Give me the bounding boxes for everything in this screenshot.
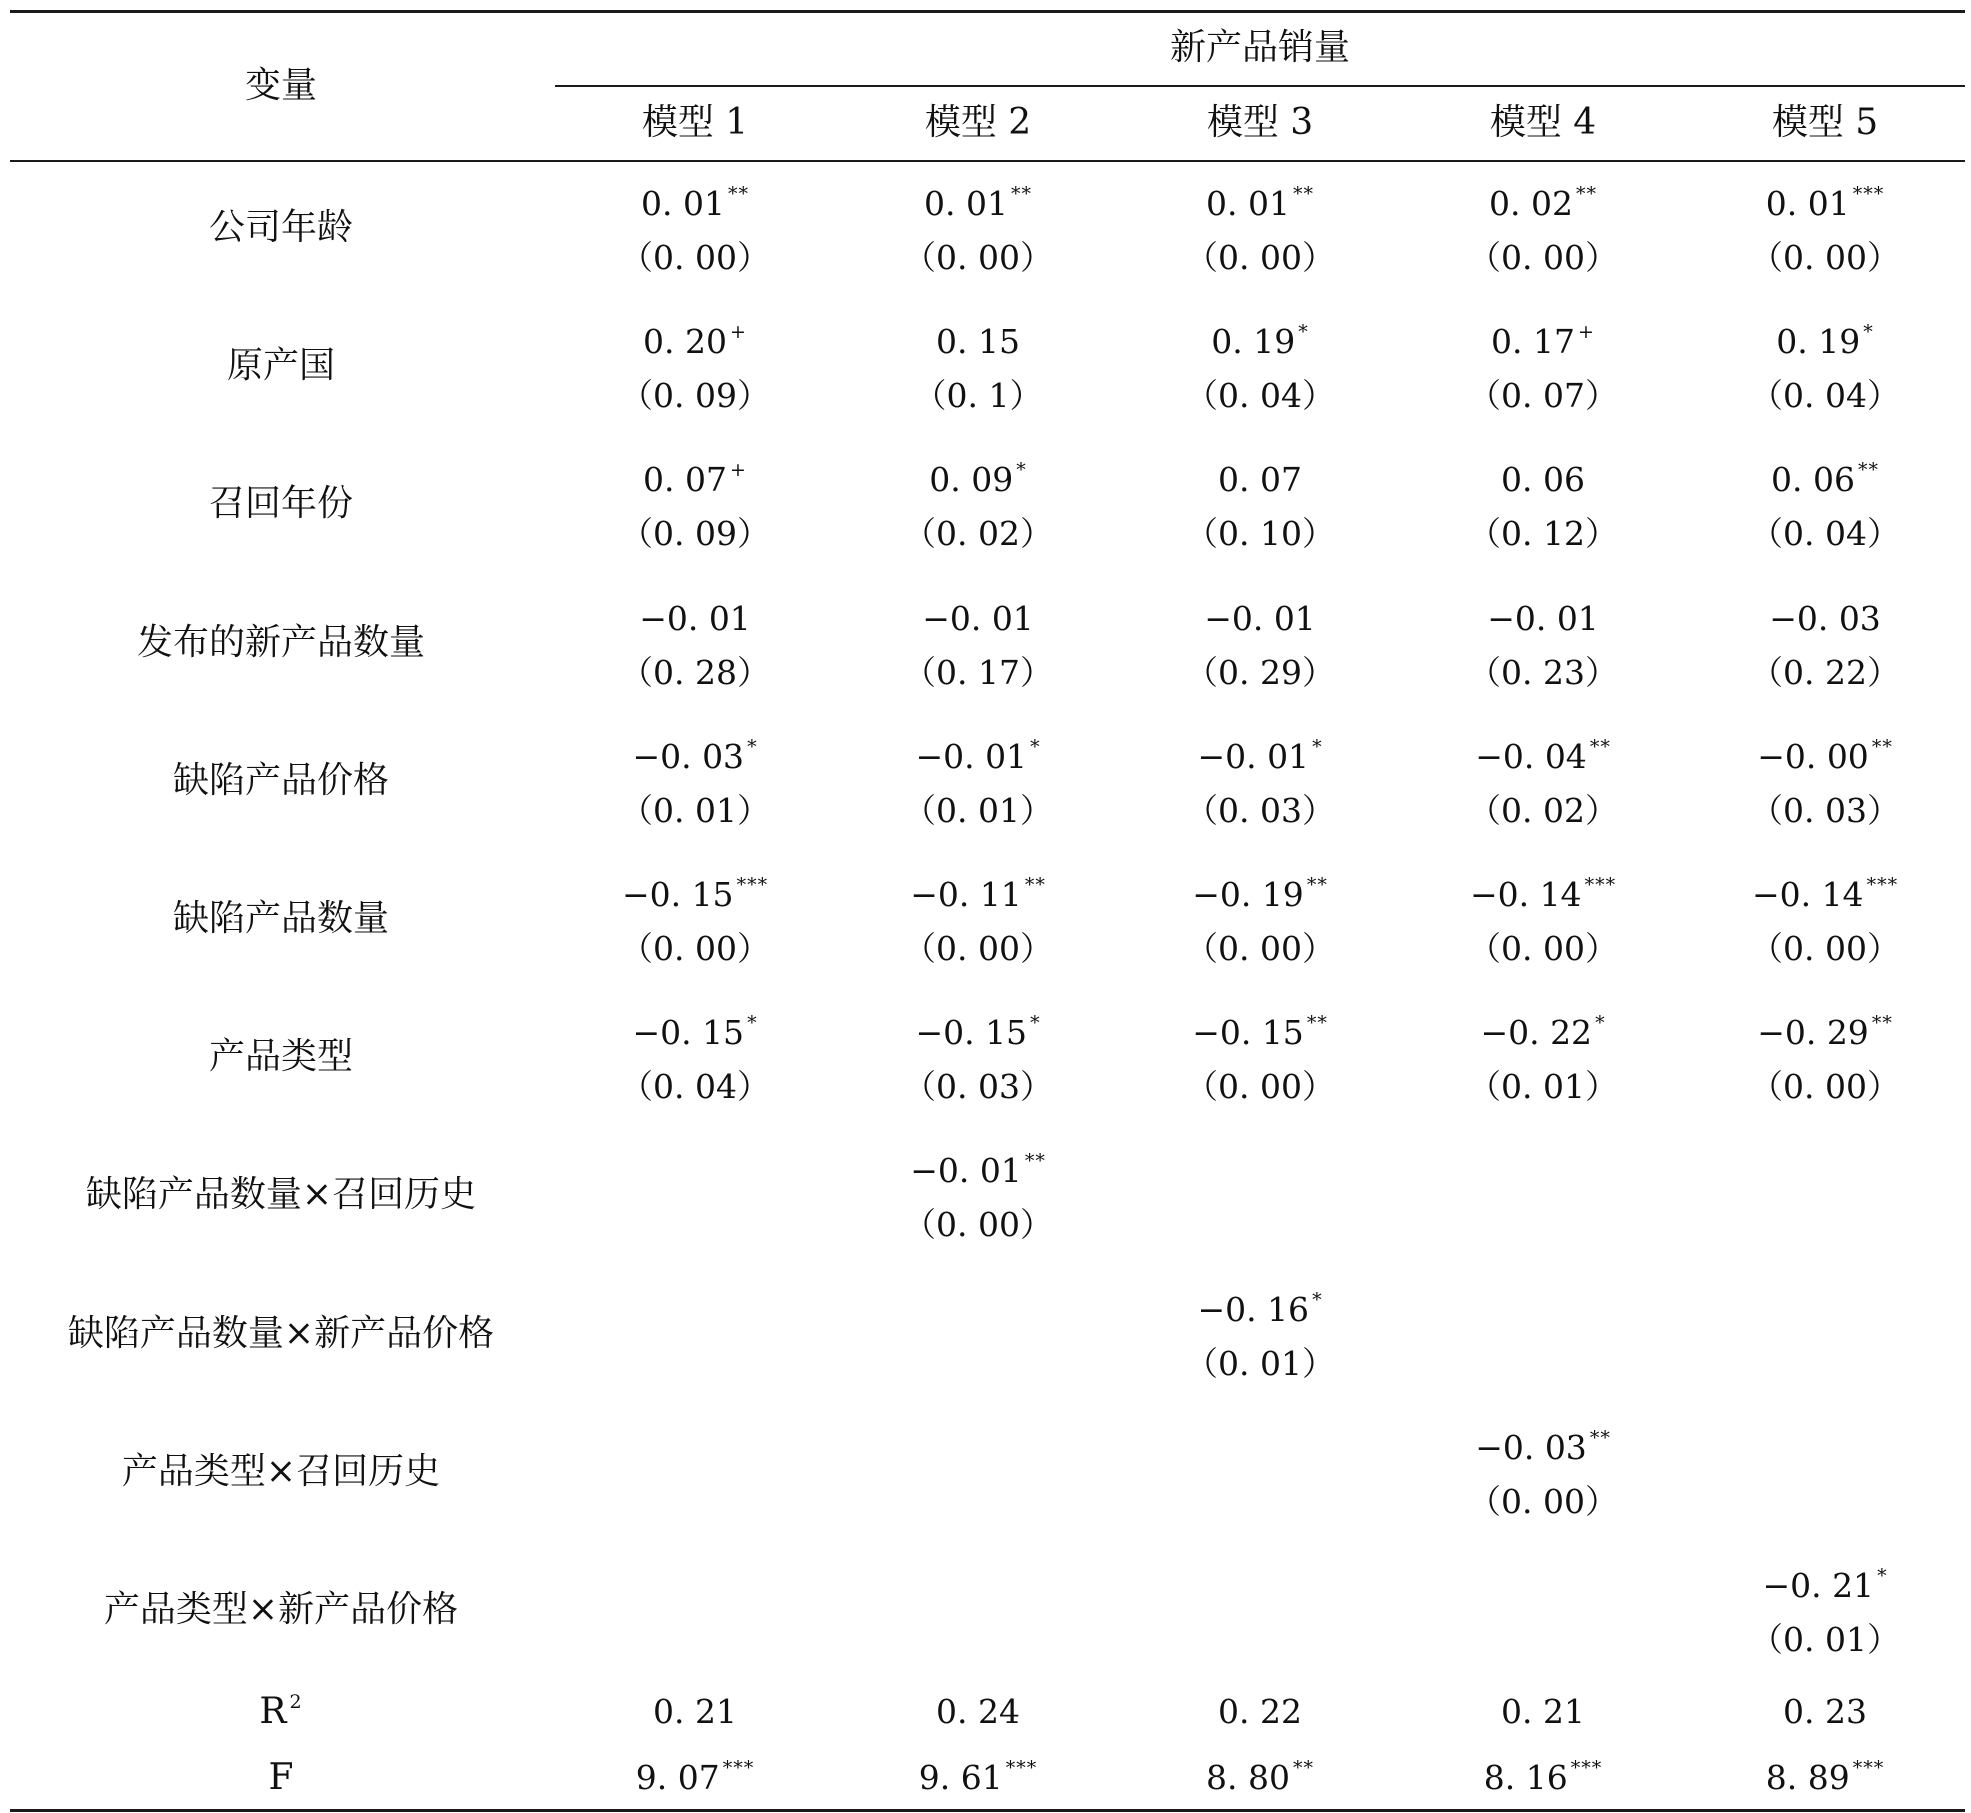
- stat-label: F: [268, 1757, 294, 1798]
- significance-mark: *: [1595, 1012, 1606, 1035]
- coefficient-value: −0. 04 **: [1475, 735, 1611, 776]
- coefficient-value: 0. 01 **: [924, 183, 1032, 223]
- coefficient-value: 0. 09 *: [929, 459, 1027, 500]
- standard-error-value: （0. 01）: [903, 790, 1053, 830]
- standard-error-value: （0. 29）: [1185, 652, 1335, 692]
- standard-error-value: （0. 00）: [903, 238, 1053, 277]
- coefficient-value: −0. 01 **: [910, 1150, 1046, 1191]
- coefficient-value: −0. 01: [1204, 598, 1316, 638]
- coefficient-value: −0. 01 *: [915, 735, 1041, 776]
- model-header: 模型 3: [1206, 102, 1314, 143]
- coefficient-value: −0. 01: [1487, 598, 1599, 638]
- significance-mark: ***: [1866, 874, 1899, 896]
- stat-value: 0. 24: [936, 1692, 1020, 1731]
- significance-mark: ***: [1852, 183, 1885, 205]
- coefficient-value: −0. 15 **: [1192, 1012, 1328, 1053]
- standard-error-value: （0. 01）: [1468, 1067, 1618, 1107]
- row-label: 公司年龄: [208, 207, 353, 248]
- coefficient-value: −0. 03 *: [632, 735, 758, 776]
- standard-error-value: （0. 00）: [1750, 1067, 1900, 1107]
- coefficient-value: 0. 07 +: [643, 459, 747, 500]
- row-label: 召回年份: [208, 483, 353, 525]
- significance-mark: ***: [722, 1757, 755, 1779]
- coefficient-value: −0. 16 *: [1197, 1288, 1323, 1329]
- stat-value: 9. 07 ***: [635, 1757, 755, 1797]
- coefficient-value: −0. 15 *: [632, 1012, 758, 1053]
- significance-mark: *: [1863, 321, 1874, 344]
- coefficient-value: −0. 15 *: [915, 1012, 1041, 1053]
- coefficient-value: 0. 01 **: [641, 183, 749, 223]
- standard-error-value: （0. 22）: [1750, 652, 1900, 692]
- significance-mark: **: [1306, 874, 1328, 896]
- standard-error-value: （0. 00）: [1750, 238, 1900, 277]
- row-label: 原产国: [226, 345, 335, 387]
- stat-value: 0. 22: [1218, 1692, 1302, 1731]
- standard-error-value: （0. 00）: [903, 929, 1053, 968]
- stat-value: 0. 21: [1501, 1692, 1585, 1731]
- standard-error-value: （0. 17）: [903, 652, 1053, 692]
- standard-error-value: （0. 00）: [1185, 1067, 1335, 1107]
- standard-error-value: （0. 02）: [1468, 790, 1618, 830]
- coefficient-value: 0. 07: [1218, 460, 1302, 500]
- standard-error-value: （0. 00）: [620, 929, 770, 968]
- coefficient-value: 0. 06 **: [1771, 459, 1879, 500]
- standard-error-value: （0. 00）: [1750, 929, 1900, 968]
- significance-mark: ***: [1584, 874, 1617, 896]
- standard-error-value: （0. 23）: [1468, 652, 1618, 692]
- row-label: 缺陷产品数量×召回历史: [85, 1174, 477, 1216]
- standard-error-value: （0. 10）: [1185, 514, 1335, 554]
- significance-mark: **: [1589, 735, 1611, 758]
- coefficient-value: 0. 20 +: [643, 321, 747, 362]
- standard-error-value: （0. 00）: [620, 238, 770, 277]
- coefficient-value: −0. 00 **: [1757, 735, 1893, 776]
- row-label: 产品类型: [208, 1036, 353, 1078]
- significance-mark: *: [1877, 1565, 1888, 1587]
- coefficient-value: −0. 01: [922, 598, 1034, 638]
- coefficient-value: −0. 29 **: [1757, 1012, 1893, 1053]
- significance-mark: **: [727, 183, 749, 205]
- standard-error-value: （0. 00）: [1468, 238, 1618, 277]
- model-header: 模型 4: [1489, 102, 1597, 143]
- coefficient-value: −0. 19 **: [1192, 874, 1328, 914]
- stat-value: 0. 21: [653, 1692, 737, 1731]
- standard-error-value: （0. 00）: [1185, 238, 1335, 277]
- model-header: 模型 5: [1771, 102, 1879, 143]
- coefficient-value: 0. 02 **: [1489, 183, 1597, 223]
- standard-error-value: （0. 04）: [620, 1067, 770, 1107]
- coefficient-value: −0. 11 **: [910, 874, 1046, 914]
- standard-error-value: （0. 01）: [620, 790, 770, 830]
- coefficient-value: −0. 01: [639, 598, 751, 638]
- standard-error-value: （0. 09）: [620, 376, 770, 416]
- stat-value: 8. 89 ***: [1765, 1757, 1885, 1797]
- standard-error-value: （0. 04）: [1750, 376, 1900, 416]
- coefficient-value: −0. 14 ***: [1469, 874, 1617, 914]
- coefficient-value: 0. 01 ***: [1765, 183, 1885, 223]
- standard-error-value: （0. 03）: [1185, 790, 1335, 830]
- stat-value: 0. 23: [1783, 1692, 1867, 1731]
- significance-mark: **: [1024, 1150, 1046, 1173]
- row-label: 产品类型×召回历史: [121, 1450, 441, 1492]
- standard-error-value: （0. 07）: [1468, 376, 1618, 416]
- row-label: 缺陷产品数量: [172, 898, 389, 939]
- standard-error-value: （0. 12）: [1468, 514, 1618, 554]
- significance-mark: *: [1312, 1288, 1323, 1311]
- standard-error-value: （0. 01）: [1750, 1620, 1900, 1659]
- significance-mark: **: [1871, 1012, 1893, 1035]
- coefficient-value: −0. 03 **: [1475, 1426, 1611, 1467]
- standard-error-value: （0. 04）: [1750, 514, 1900, 554]
- dependent-variable-header: 新产品销量: [1169, 27, 1350, 68]
- standard-error-value: （0. 28）: [620, 652, 770, 692]
- standard-error-value: （0. 00）: [1468, 929, 1618, 968]
- significance-mark: +: [730, 459, 747, 482]
- significance-mark: +: [1578, 321, 1595, 344]
- stat-label: R $^2$: [259, 1691, 303, 1732]
- standard-error-value: （0. 09）: [620, 514, 770, 554]
- standard-error-value: （0. 02）: [903, 514, 1053, 554]
- row-label: 缺陷产品价格: [172, 759, 389, 801]
- significance-mark: **: [1292, 183, 1314, 205]
- bottom-rule: [10, 1809, 1965, 1812]
- stat-label-superscript: 2: [289, 1691, 303, 1713]
- model-header: 模型 2: [924, 102, 1032, 143]
- top-rule: [10, 10, 1965, 13]
- standard-error-value: （0. 03）: [1750, 790, 1900, 830]
- significance-mark: **: [1589, 1426, 1611, 1449]
- standard-error-value: （0. 00）: [903, 1205, 1053, 1245]
- coefficient-value: −0. 15 ***: [621, 874, 769, 914]
- coefficient-value: 0. 19 *: [1211, 321, 1309, 362]
- significance-mark: +: [730, 321, 747, 344]
- model-header: 模型 1: [641, 102, 749, 143]
- standard-error-value: （0. 01）: [1185, 1343, 1335, 1383]
- coefficient-value: 0. 17 +: [1491, 321, 1595, 362]
- significance-mark: *: [1016, 459, 1027, 482]
- coefficient-value: 0. 01 **: [1206, 183, 1314, 223]
- significance-mark: **: [1292, 1757, 1314, 1779]
- significance-mark: *: [1312, 735, 1323, 758]
- significance-mark: **: [1575, 183, 1597, 205]
- significance-mark: ***: [1852, 1757, 1885, 1779]
- standard-error-value: （0. 00）: [1185, 929, 1335, 968]
- coefficient-value: −0. 21 *: [1762, 1565, 1888, 1605]
- stat-value: 8. 80 **: [1206, 1757, 1314, 1797]
- variable-header: 变量: [244, 65, 317, 106]
- standard-error-value: （0. 1）: [913, 376, 1043, 416]
- row-label: 发布的新产品数量: [136, 621, 425, 663]
- header-subrule: [555, 85, 1965, 87]
- stat-value: 9. 61 ***: [918, 1757, 1038, 1797]
- coefficient-value: 0. 15: [936, 322, 1020, 362]
- coefficient-value: −0. 22 *: [1480, 1012, 1606, 1053]
- significance-mark: ***: [1005, 1757, 1038, 1779]
- standard-error-value: （0. 04）: [1185, 376, 1335, 416]
- coefficient-value: −0. 14 ***: [1751, 874, 1899, 914]
- coefficient-value: −0. 01 *: [1197, 735, 1323, 776]
- significance-mark: **: [1857, 459, 1879, 482]
- row-label: 缺陷产品数量×新产品价格: [67, 1312, 495, 1354]
- standard-error-value: （0. 03）: [903, 1067, 1053, 1107]
- significance-mark: **: [1024, 874, 1046, 896]
- significance-mark: *: [747, 735, 758, 758]
- coefficient-value: −0. 03: [1769, 598, 1881, 638]
- significance-mark: *: [1030, 1012, 1041, 1035]
- header-bottom-rule: [10, 160, 1965, 162]
- significance-mark: **: [1871, 735, 1893, 758]
- stat-value: 8. 16 ***: [1483, 1757, 1603, 1797]
- coefficient-value: 0. 19 *: [1776, 321, 1874, 362]
- significance-mark: ***: [736, 874, 769, 896]
- row-label: 产品类型×新产品价格: [103, 1589, 459, 1630]
- significance-mark: **: [1306, 1012, 1328, 1035]
- coefficient-value: 0. 06: [1501, 460, 1585, 500]
- significance-mark: ***: [1570, 1757, 1603, 1779]
- standard-error-value: （0. 00）: [1468, 1481, 1618, 1521]
- significance-mark: *: [747, 1012, 758, 1035]
- significance-mark: *: [1030, 735, 1041, 758]
- significance-mark: *: [1298, 321, 1309, 344]
- significance-mark: **: [1010, 183, 1032, 205]
